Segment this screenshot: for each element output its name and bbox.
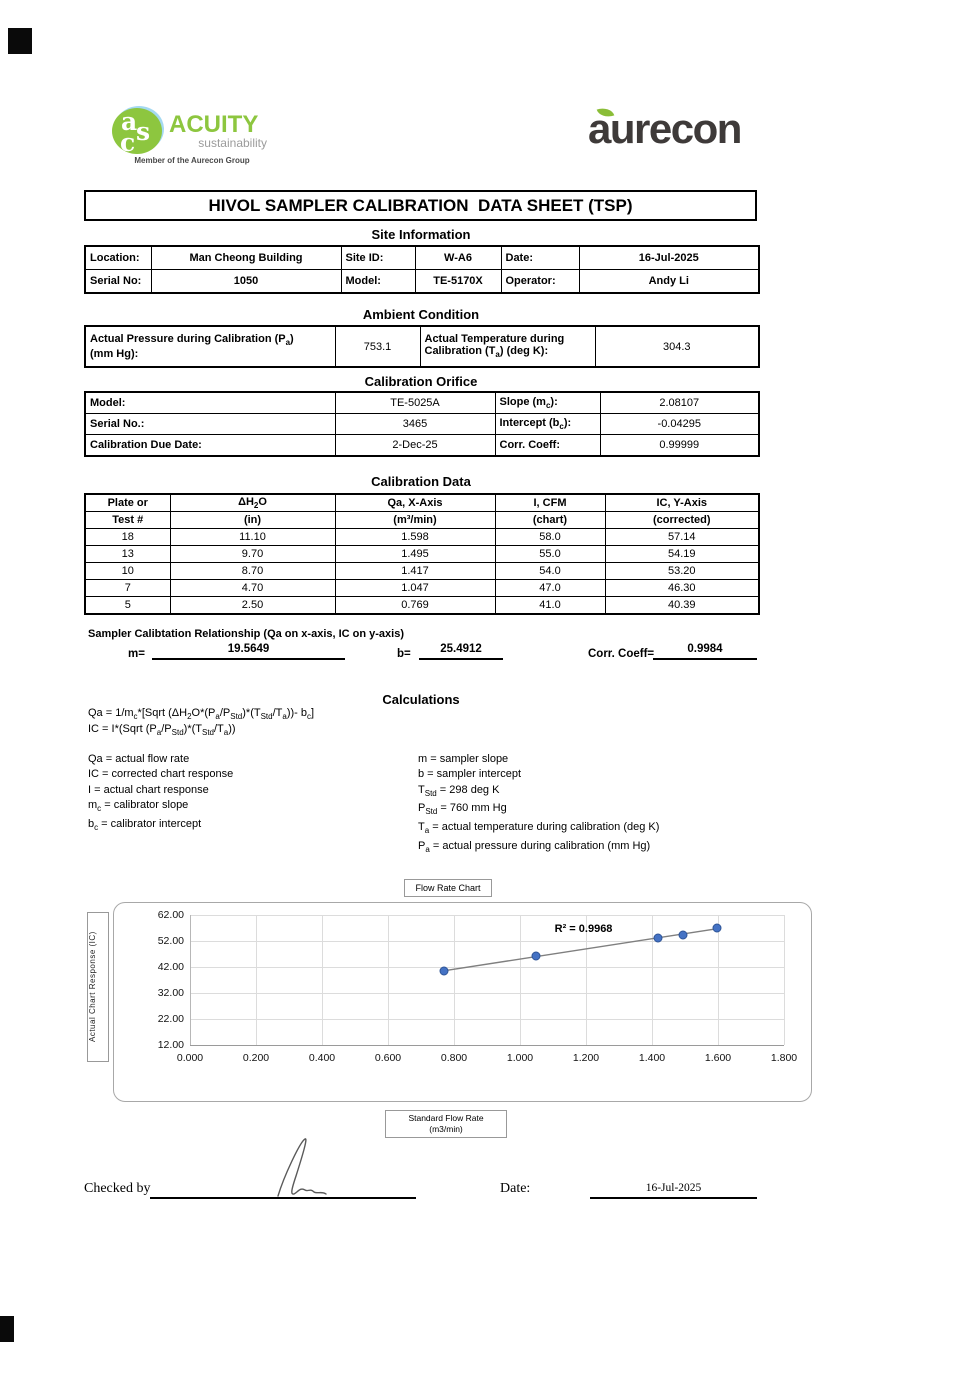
acuity-circle-mark [112,107,162,157]
table-header-row [85,494,759,512]
trendline [190,915,784,1045]
x-tick-label: 0.800 [440,1052,468,1064]
pressure-value: 753.1 [335,326,420,367]
y-tick-label: 52.00 [157,935,184,947]
cell: 2.50 [170,597,335,615]
acuity-subtitle: sustainability [198,136,267,150]
cell: 54.0 [495,563,605,580]
cell: 0.769 [335,597,495,615]
x-tick-label: 1.000 [506,1052,534,1064]
relationship-title: Sampler Calibtation Relationship (Qa on x-axis, IC on y-axis) [88,628,405,640]
aurecon-wordmark: aurecon [588,105,741,152]
b-label: b= [397,648,411,660]
x-tick-label: 1.400 [638,1052,666,1064]
model-label: Model: [341,270,415,294]
table-row [85,246,759,270]
cell: 53.20 [605,563,759,580]
date-value: 16-Jul-2025 [579,246,759,270]
calculations-heading: Calculations [382,692,460,707]
cell: 8.70 [170,563,335,580]
calibration-data-heading: Calibration Data [371,474,471,489]
m-label: m= [128,648,145,660]
coeff-value: 0.9984 [653,643,757,660]
site-id-value: W-A6 [415,246,501,270]
corr-coeff-label: Corr. Coeff: [495,435,600,457]
table-row [85,563,759,580]
table-row [85,597,759,615]
definition: b = sampler intercept [418,768,522,781]
col-header: Plate or [85,494,170,512]
b-value: 25.4912 [419,643,503,660]
table-row [85,435,759,457]
cell: 10 [85,563,170,580]
data-point [439,967,448,976]
acuity-letter-s: s [136,117,151,146]
table-row [85,546,759,563]
scan-artifact-bottom-left [0,1316,14,1342]
table-row [85,414,759,435]
orifice-serial-label: Serial No.: [85,414,335,435]
chart-x-axis-label: Standard Flow Rate (m3/min) [385,1110,507,1138]
temperature-value: 304.3 [595,326,759,367]
chart-title: Flow Rate Chart [404,879,492,897]
cell: 41.0 [495,597,605,615]
table-row [85,326,759,367]
cell: 9.70 [170,546,335,563]
y-tick-label: 22.00 [157,1013,184,1025]
coeff-label: Corr. Coeff= [588,648,655,660]
definition: $P_a$ = actual pressure during calibration (mm Hg) [418,839,651,854]
calibration-orifice-heading: Calibration Orifice [364,374,478,389]
ambient-condition-table [84,325,760,368]
date-label: Date: [501,246,579,270]
acuity-wordmark: ACUITY [169,111,259,138]
scan-artifact-top-left [8,28,32,54]
x-axis-line [190,1045,784,1046]
x-tick-label: 1.600 [704,1052,732,1064]
formula-qa: $Qa = 1/m_c*[Sqrt$ $(\Delta H_2O*(P_a/P_{Std})*(T_{Std}/T_a))-$ $b_c$] [88,707,315,722]
x-tick-label: 1.200 [572,1052,600,1064]
definition: $T_a$ = actual temperature during calibration (deg K) [418,821,660,836]
r-squared-annotation: R² = 0.9968 [554,923,613,936]
definition: $b_c$ = calibrator intercept [88,817,202,832]
signature [250,1132,340,1200]
col-header: (m³/min) [335,512,495,529]
col-header: (in) [170,512,335,529]
temperature-label: Actual Temperature during Calibration $(T_a)$ (deg K): [420,326,595,367]
definition: I = actual chart response [88,783,209,796]
table-row [85,392,759,414]
acuity-letter-c: c [120,128,136,157]
definition: $T_{Std} = 298$ deg K [418,783,500,798]
cell: 13 [85,546,170,563]
acuity-logo [112,106,282,168]
table-row [85,580,759,597]
cell: 11.10 [170,529,335,546]
orifice-model-label: Model: [85,392,335,414]
gridline [784,915,785,1045]
definition: $m_c$ = calibrator slope [88,799,189,814]
x-tick-label: 0.400 [308,1052,336,1064]
cell: 46.30 [605,580,759,597]
model-value: TE-5170X [415,270,501,294]
operator-value: Andy Li [579,270,759,294]
y-tick-label: 12.00 [157,1039,184,1051]
footer-date-value: 16-Jul-2025 [645,1182,702,1194]
acuity-letter-a: a [121,107,138,136]
data-point [713,923,722,932]
due-date-label: Calibration Due Date: [85,435,335,457]
operator-label: Operator: [501,270,579,294]
table-header-row [85,512,759,529]
x-tick-label: 1.800 [770,1052,798,1064]
formula-ic: IC = I*(Sqrt $(P_a/P_{Std})*(T_{Std}/T_a)$) [88,723,236,738]
acuity-member-line: Member of the Aurecon Group [134,156,250,165]
page-title: HIVOL SAMPLER CALIBRATION DATA SHEET (TSP) [84,190,757,221]
data-point [653,933,662,942]
col-header: (corrected) [605,512,759,529]
cell: 18 [85,529,170,546]
cell: 40.39 [605,597,759,615]
y-tick-label: 32.00 [157,987,184,999]
definitions-left [88,752,233,835]
checked-by-label: Checked by [84,1181,151,1196]
definitions-right [418,752,659,857]
ambient-condition-heading: Ambient Condition [362,307,480,322]
table-row [85,529,759,546]
cell: 1.495 [335,546,495,563]
data-point [531,951,540,960]
cell: 1.598 [335,529,495,546]
site-information-table [84,245,760,294]
aurecon-logo [588,104,758,166]
y-tick-label: 42.00 [157,961,184,973]
site-information-heading: Site Information [371,227,471,242]
cell: 7 [85,580,170,597]
slope-value: 2.08107 [600,392,759,414]
m-value: 19.5649 [152,643,345,660]
cell: 57.14 [605,529,759,546]
col-header: I, CFM [495,494,605,512]
definition: Qa = actual flow rate [88,753,190,765]
col-header: Qa, X-Axis [335,494,495,512]
orifice-serial-value: 3465 [335,414,495,435]
calibration-orifice-table [84,391,760,457]
cell: 54.19 [605,546,759,563]
table-row [85,270,759,294]
location-value: Man Cheong Building [151,246,341,270]
definition: IC = corrected chart response [88,768,234,781]
cell: 47.0 [495,580,605,597]
intercept-value: -0.04295 [600,414,759,435]
footer-date-line [590,1197,757,1199]
pressure-label: Actual Pressure during Calibration $(P_a)$ (mm Hg): [85,326,335,367]
x-tick-label: 0.000 [176,1052,204,1064]
slope-label: Slope $(m_c)$: [495,392,600,414]
footer-date-label: Date: [500,1181,531,1196]
serial-label: Serial No: [85,270,151,294]
col-header: $\Delta H_2O$ [170,494,335,512]
due-date-value: 2-Dec-25 [335,435,495,457]
data-point [679,931,688,940]
location-label: Location: [85,246,151,270]
cell: 5 [85,597,170,615]
cell: 1.417 [335,563,495,580]
corr-coeff-value: 0.99999 [600,435,759,457]
y-tick-label: 62.00 [157,909,184,921]
cell: 4.70 [170,580,335,597]
definition: $P_{Std} = 760$ mm Hg [418,802,507,817]
serial-value: 1050 [151,270,341,294]
x-tick-label: 0.200 [242,1052,270,1064]
cell: 55.0 [495,546,605,563]
col-header: Test # [85,512,170,529]
x-tick-label: 0.600 [374,1052,402,1064]
cell: 58.0 [495,529,605,546]
site-id-label: Site ID: [341,246,415,270]
definition: m = sampler slope [418,753,509,765]
calibration-data-table [84,493,760,615]
col-header: (chart) [495,512,605,529]
flow-rate-chart-plot [157,909,798,1064]
orifice-model-value: TE-5025A [335,392,495,414]
col-header: IC, Y-Axis [605,494,759,512]
intercept-label: Intercept $(b_c)$: [495,414,600,435]
cell: 1.047 [335,580,495,597]
chart-y-axis-label: Actual Chart Response (IC) [87,912,109,1062]
